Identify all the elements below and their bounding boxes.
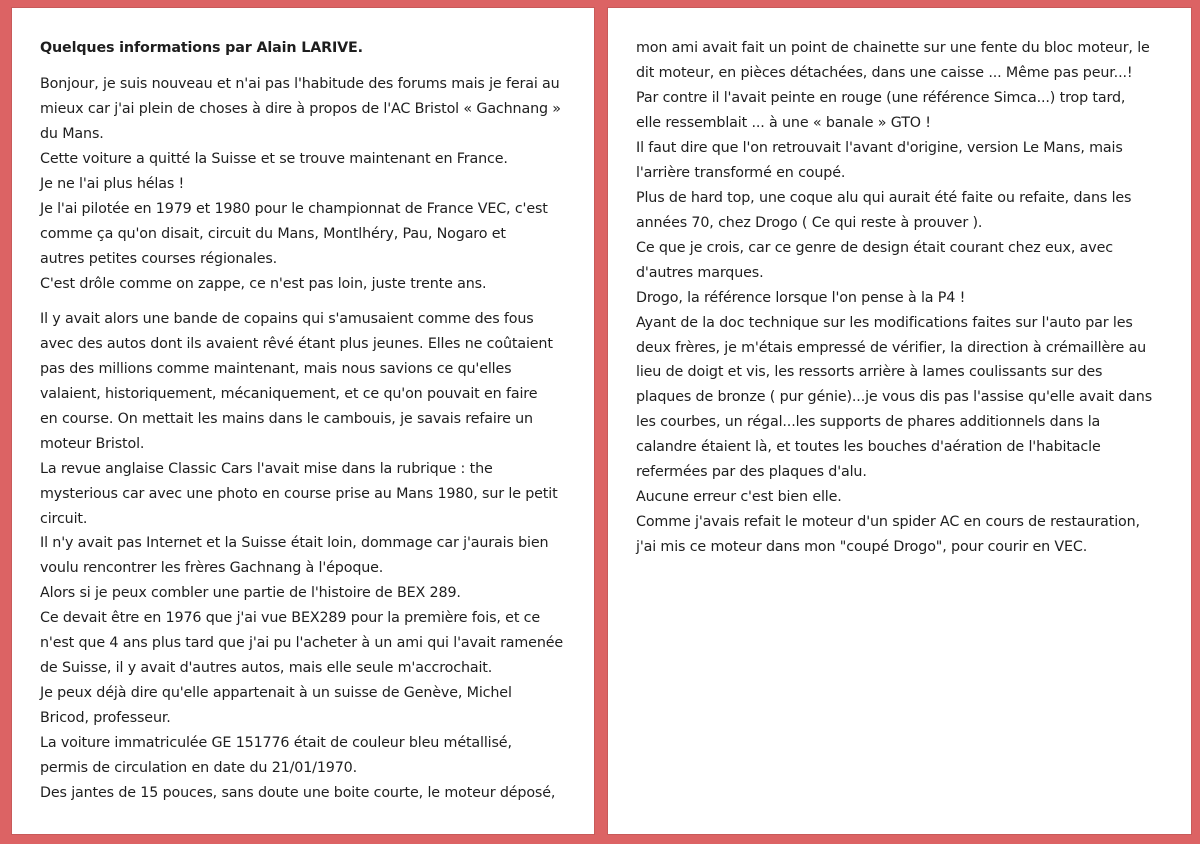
text-line: j'ai mis ce moteur dans mon "coupé Drogo", pour courir en VEC. (636, 539, 1088, 555)
text-line: Comme j'avais refait le moteur d'un spider AC en cours de restauration, (636, 514, 1140, 530)
text-line: avec des autos dont ils avaient rêvé étant plus jeunes. Elles ne coûtaient (40, 336, 553, 352)
text-line: Ce devait être en 1976 que j'ai vue BEX289 pour la première fois, et ce (40, 610, 541, 626)
text-line: Alors si je peux combler une partie de l'histoire de BEX 289. (40, 585, 461, 601)
text-line: Ce que je crois, car ce genre de design était courant chez eux, avec (636, 240, 1113, 256)
text-line: Plus de hard top, une coque alu qui aurait été faite ou refaite, dans les (636, 190, 1132, 206)
text-line: Ayant de la doc technique sur les modifications faites sur l'auto par les (636, 315, 1133, 331)
document-heading: Quelques informations par Alain LARIVE. (40, 40, 363, 56)
text-line: pas des millions comme maintenant, mais nous savions ce qu'elles (40, 361, 512, 377)
text-line: Par contre il l'avait peinte en rouge (une référence Simca...) trop tard, (636, 90, 1126, 106)
text-line: calandre étaient là, et toutes les bouches d'aération de l'habitacle (636, 439, 1101, 455)
text-line: l'arrière transformé en coupé. (636, 165, 846, 181)
text-line: Il y avait alors une bande de copains qui s'amusaient comme des fous (40, 311, 534, 327)
text-line: C'est drôle comme on zappe, ce n'est pas loin, juste trente ans. (40, 276, 487, 292)
text-line: circuit. (40, 511, 88, 527)
text-line: mieux car j'ai plein de choses à dire à propos de l'AC Bristol « Gachnang » (40, 101, 561, 117)
text-line: du Mans. (40, 126, 104, 142)
text-line: Drogo, la référence lorsque l'on pense à la P4 ! (636, 290, 966, 306)
text-line: Bricod, professeur. (40, 710, 171, 726)
text-line: Je ne l'ai plus hélas ! (40, 176, 185, 192)
text-line: La revue anglaise Classic Cars l'avait mise dans la rubrique : the (40, 461, 493, 477)
text-line: autres petites courses régionales. (40, 251, 278, 267)
text-line: plaques de bronze ( pur génie)...je vous dis pas l'assise qu'elle avait dans (636, 389, 1153, 405)
text-line: elle ressemblait ... à une « banale » GTO ! (636, 115, 931, 131)
text-line: en course. On mettait les mains dans le cambouis, je savais refaire un (40, 411, 533, 427)
text-line: Aucune erreur c'est bien elle. (636, 489, 842, 505)
text-line: moteur Bristol. (40, 436, 145, 452)
text-line: voulu rencontrer les frères Gachnang à l'époque. (40, 560, 384, 576)
text-line: de Suisse, il y avait d'autres autos, mais elle seule m'accrochait. (40, 660, 493, 676)
text-line: n'est que 4 ans plus tard que j'ai pu l'acheter à un ami qui l'avait ramenée (40, 635, 564, 651)
text-line: mon ami avait fait un point de chainette sur une fente du bloc moteur, le (636, 40, 1150, 56)
text-line: permis de circulation en date du 21/01/1970. (40, 760, 357, 776)
text-line: lieu de doigt et vis, les ressorts arrière à lames coulissants sur des (636, 364, 1103, 380)
text-line: deux frères, je m'étais empressé de vérifier, la direction à crémaillère au (636, 340, 1147, 356)
text-line: valaient, historiquement, mécaniquement, et ce qu'on pouvait en faire (40, 386, 538, 402)
text-line: d'autres marques. (636, 265, 764, 281)
text-line: Bonjour, je suis nouveau et n'ai pas l'habitude des forums mais je ferai au (40, 76, 560, 92)
text-line: Il n'y avait pas Internet et la Suisse était loin, dommage car j'aurais bien (40, 535, 549, 551)
text-line: Il faut dire que l'on retrouvait l'avant d'origine, version Le Mans, mais (636, 140, 1123, 156)
text-line: Je l'ai pilotée en 1979 et 1980 pour le championnat de France VEC, c'est (40, 201, 548, 217)
text-line: Cette voiture a quitté la Suisse et se trouve maintenant en France. (40, 151, 508, 167)
text-line: Des jantes de 15 pouces, sans doute une boite courte, le moteur déposé, (40, 785, 556, 801)
document-page-right (607, 7, 1192, 835)
text-line: les courbes, un régal...les supports de phares additionnels dans la (636, 414, 1101, 430)
text-line: mysterious car avec une photo en course prise au Mans 1980, sur le petit (40, 486, 558, 502)
text-line: dit moteur, en pièces détachées, dans une caisse ... Même pas peur...! (636, 65, 1133, 81)
text-line: comme ça qu'on disait, circuit du Mans, Montlhéry, Pau, Nogaro et (40, 226, 506, 242)
text-line: refermées par des plaques d'alu. (636, 464, 867, 480)
document-page-left (11, 7, 595, 835)
text-line: Je peux déjà dire qu'elle appartenait à un suisse de Genève, Michel (40, 685, 512, 701)
text-line: La voiture immatriculée GE 151776 était de couleur bleu métallisé, (40, 735, 512, 751)
text-line: années 70, chez Drogo ( Ce qui reste à prouver ). (636, 215, 983, 231)
